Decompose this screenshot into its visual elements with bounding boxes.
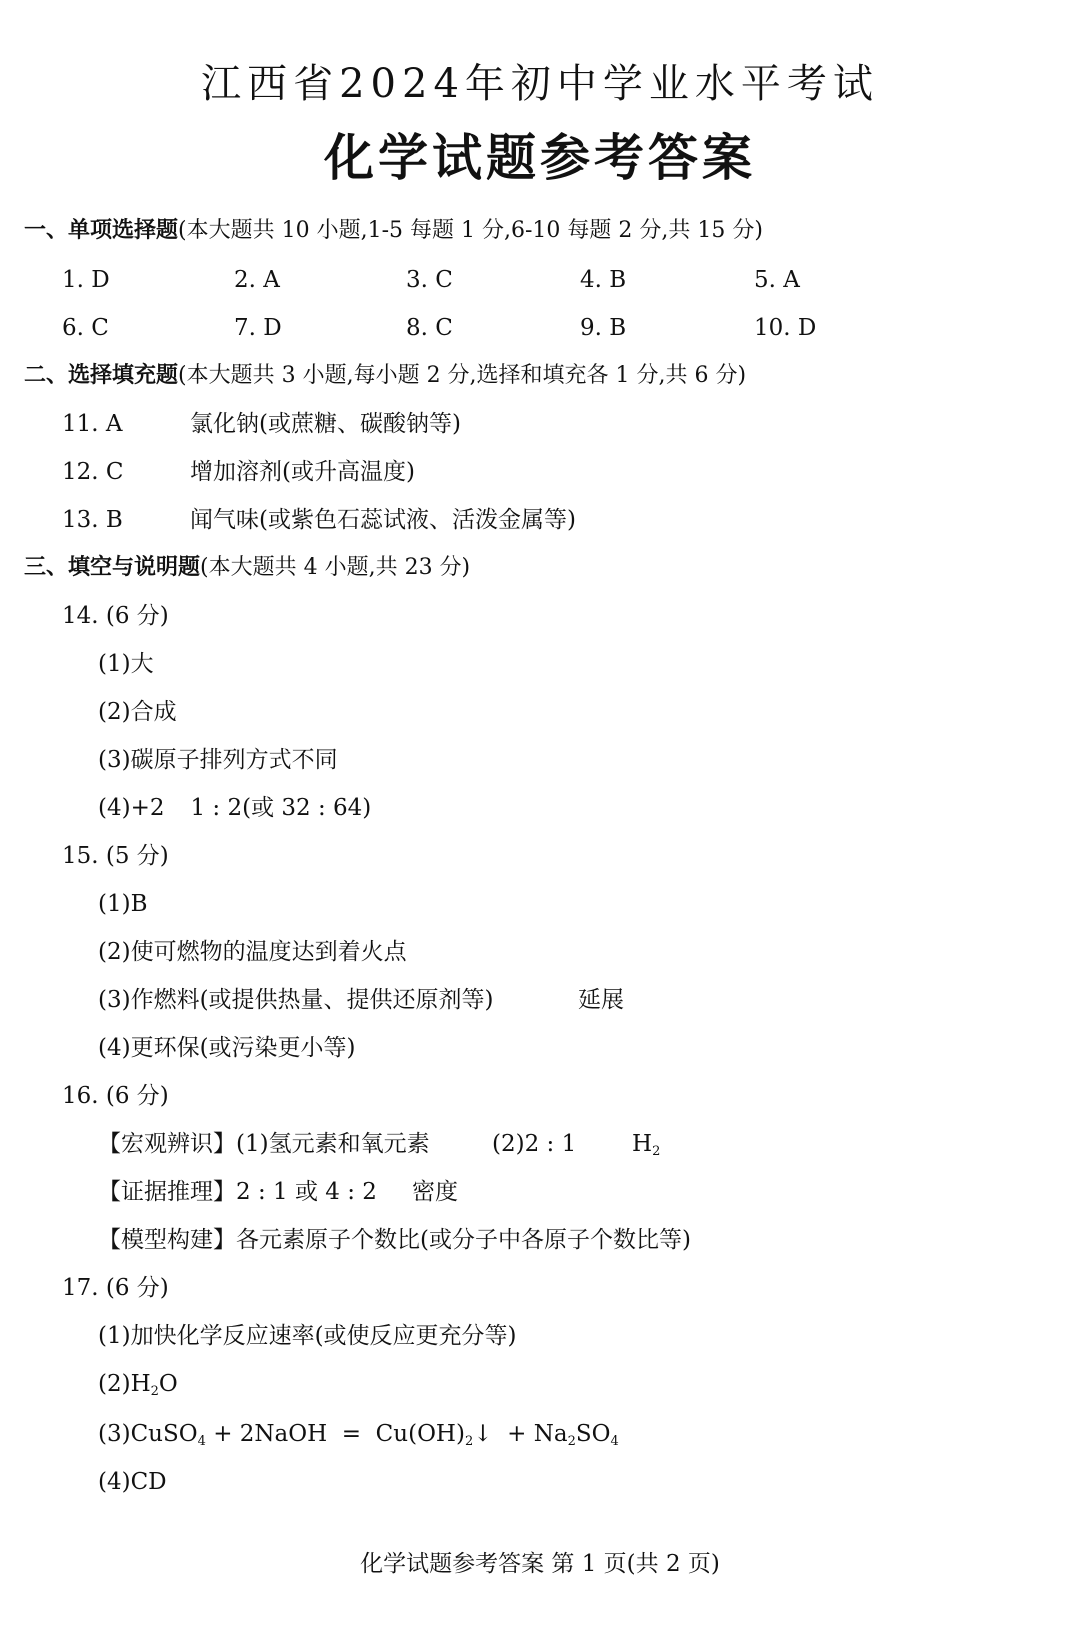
eq-part: SO [575,1421,611,1447]
fill-answer: 氯化钠(或蔗糖、碳酸钠等) [190,411,461,437]
q16-evidence-answer-2: 密度 [412,1179,458,1205]
q17-answer-1: (1)加快化学反应速率(或使反应更充分等) [98,1323,517,1349]
q16-formula-sub: 2 [652,1144,661,1159]
q16-row-evidence [98,1177,377,1207]
q14-answer-4 [98,793,371,823]
q16-label-model: 【模型构建】 [98,1227,236,1253]
q17-answer-4: (4)CD [98,1469,167,1495]
q15-answer-3 [98,985,494,1015]
q14-answer-3: (3)碳原子排列方式不同 [98,747,338,773]
q17-heading: 17. (6 分) [62,1275,169,1301]
eq-sub: 2 [464,1434,474,1449]
mc-answer: 2. A [234,267,280,293]
q16-macro-answer-3 [632,1129,660,1167]
mc-answer: 4. B [580,267,627,293]
q16-evidence-answer-1: 2 : 1 或 4 : 2 [236,1179,377,1205]
q14-answer-2: (2)合成 [98,699,177,725]
eq-part: (3)CuSO [98,1421,198,1447]
eq-sub: 4 [610,1434,619,1449]
fill-question-number: 13. B [62,507,123,533]
q16-row-model [98,1225,691,1255]
mc-answer: 5. A [754,267,800,293]
q16-macro-answer-1: (1)氢元素和氧元素 [236,1131,430,1157]
section1-heading [24,216,763,246]
q15-answer-2: (2)使可燃物的温度达到着火点 [98,939,407,965]
q17-a2-text-end: O [158,1371,178,1397]
section2-desc: (本大题共 3 小题,每小题 2 分,选择和填充各 1 分,共 6 分) [178,363,747,388]
q15-answer-3b: 延展 [578,987,624,1013]
q16-label-macro: 【宏观辨识】 [98,1131,236,1157]
q15-answer-4: (4)更环保(或污染更小等) [98,1035,356,1061]
eq-sub: 2 [567,1434,576,1449]
q16-macro-answer-2: (2)2 : 1 [492,1131,577,1157]
q14-answer-4b: 1 : 2(或 32 : 64) [190,795,372,821]
q16-model-answer: 各元素原子个数比(或分子中各原子个数比等) [236,1227,691,1253]
mc-answer: 9. B [580,315,627,341]
section3-heading [24,553,470,583]
q15-heading: 15. (5 分) [62,843,169,869]
q17-answer-2 [98,1369,178,1407]
section3-title: 三、填空与说明题 [24,555,201,580]
fill-question-number: 11. A [62,411,123,437]
mc-answer: 8. C [406,315,453,341]
q16-row-macro [98,1129,430,1159]
section2-title: 二、选择填充题 [24,363,179,388]
q14-answer-4a: (4)+2 [98,795,165,821]
q17-a2-text: (2)H [98,1371,151,1397]
eq-sub: 4 [197,1434,206,1449]
exam-title: 江西省2024年初中学业水平考试 [201,61,879,107]
section1-title: 一、单项选择题 [24,218,179,243]
q16-label-evidence: 【证据推理】 [98,1179,236,1205]
q14-heading: 14. (6 分) [62,603,169,629]
mc-answer: 10. D [754,315,817,341]
q15-answer-3a: (3)作燃料(或提供热量、提供还原剂等) [98,987,494,1013]
fill-answer: 闻气味(或紫色石蕊试液、活泼金属等) [190,507,576,533]
q17-answer-3-equation [98,1419,619,1457]
section1-desc: (本大题共 10 小题,1-5 每题 1 分,6-10 每题 2 分,共 15 分) [178,218,763,243]
q17-a2-sub: 2 [150,1384,159,1399]
page-footer: 化学试题参考答案 第 1 页(共 2 页) [360,1551,720,1577]
q15-answer-1: (1)B [98,891,148,917]
eq-part: ↓ + Na [473,1421,568,1447]
mc-answer: 6. C [62,315,109,341]
fill-answer: 增加溶剂(或升高温度) [190,459,415,485]
q16-formula-main: H [632,1131,653,1157]
section3-desc: (本大题共 4 小题,共 23 分) [200,555,471,580]
q14-answer-1: (1)大 [98,651,154,677]
section2-heading [24,361,746,391]
mc-answer: 1. D [62,267,110,293]
fill-question-number: 12. C [62,459,124,485]
mc-answer: 7. D [234,315,282,341]
document-title: 化学试题参考答案 [324,129,756,187]
mc-answer: 3. C [406,267,453,293]
eq-part: + 2NaOH = Cu(OH) [205,1421,465,1447]
q16-heading: 16. (6 分) [62,1083,169,1109]
